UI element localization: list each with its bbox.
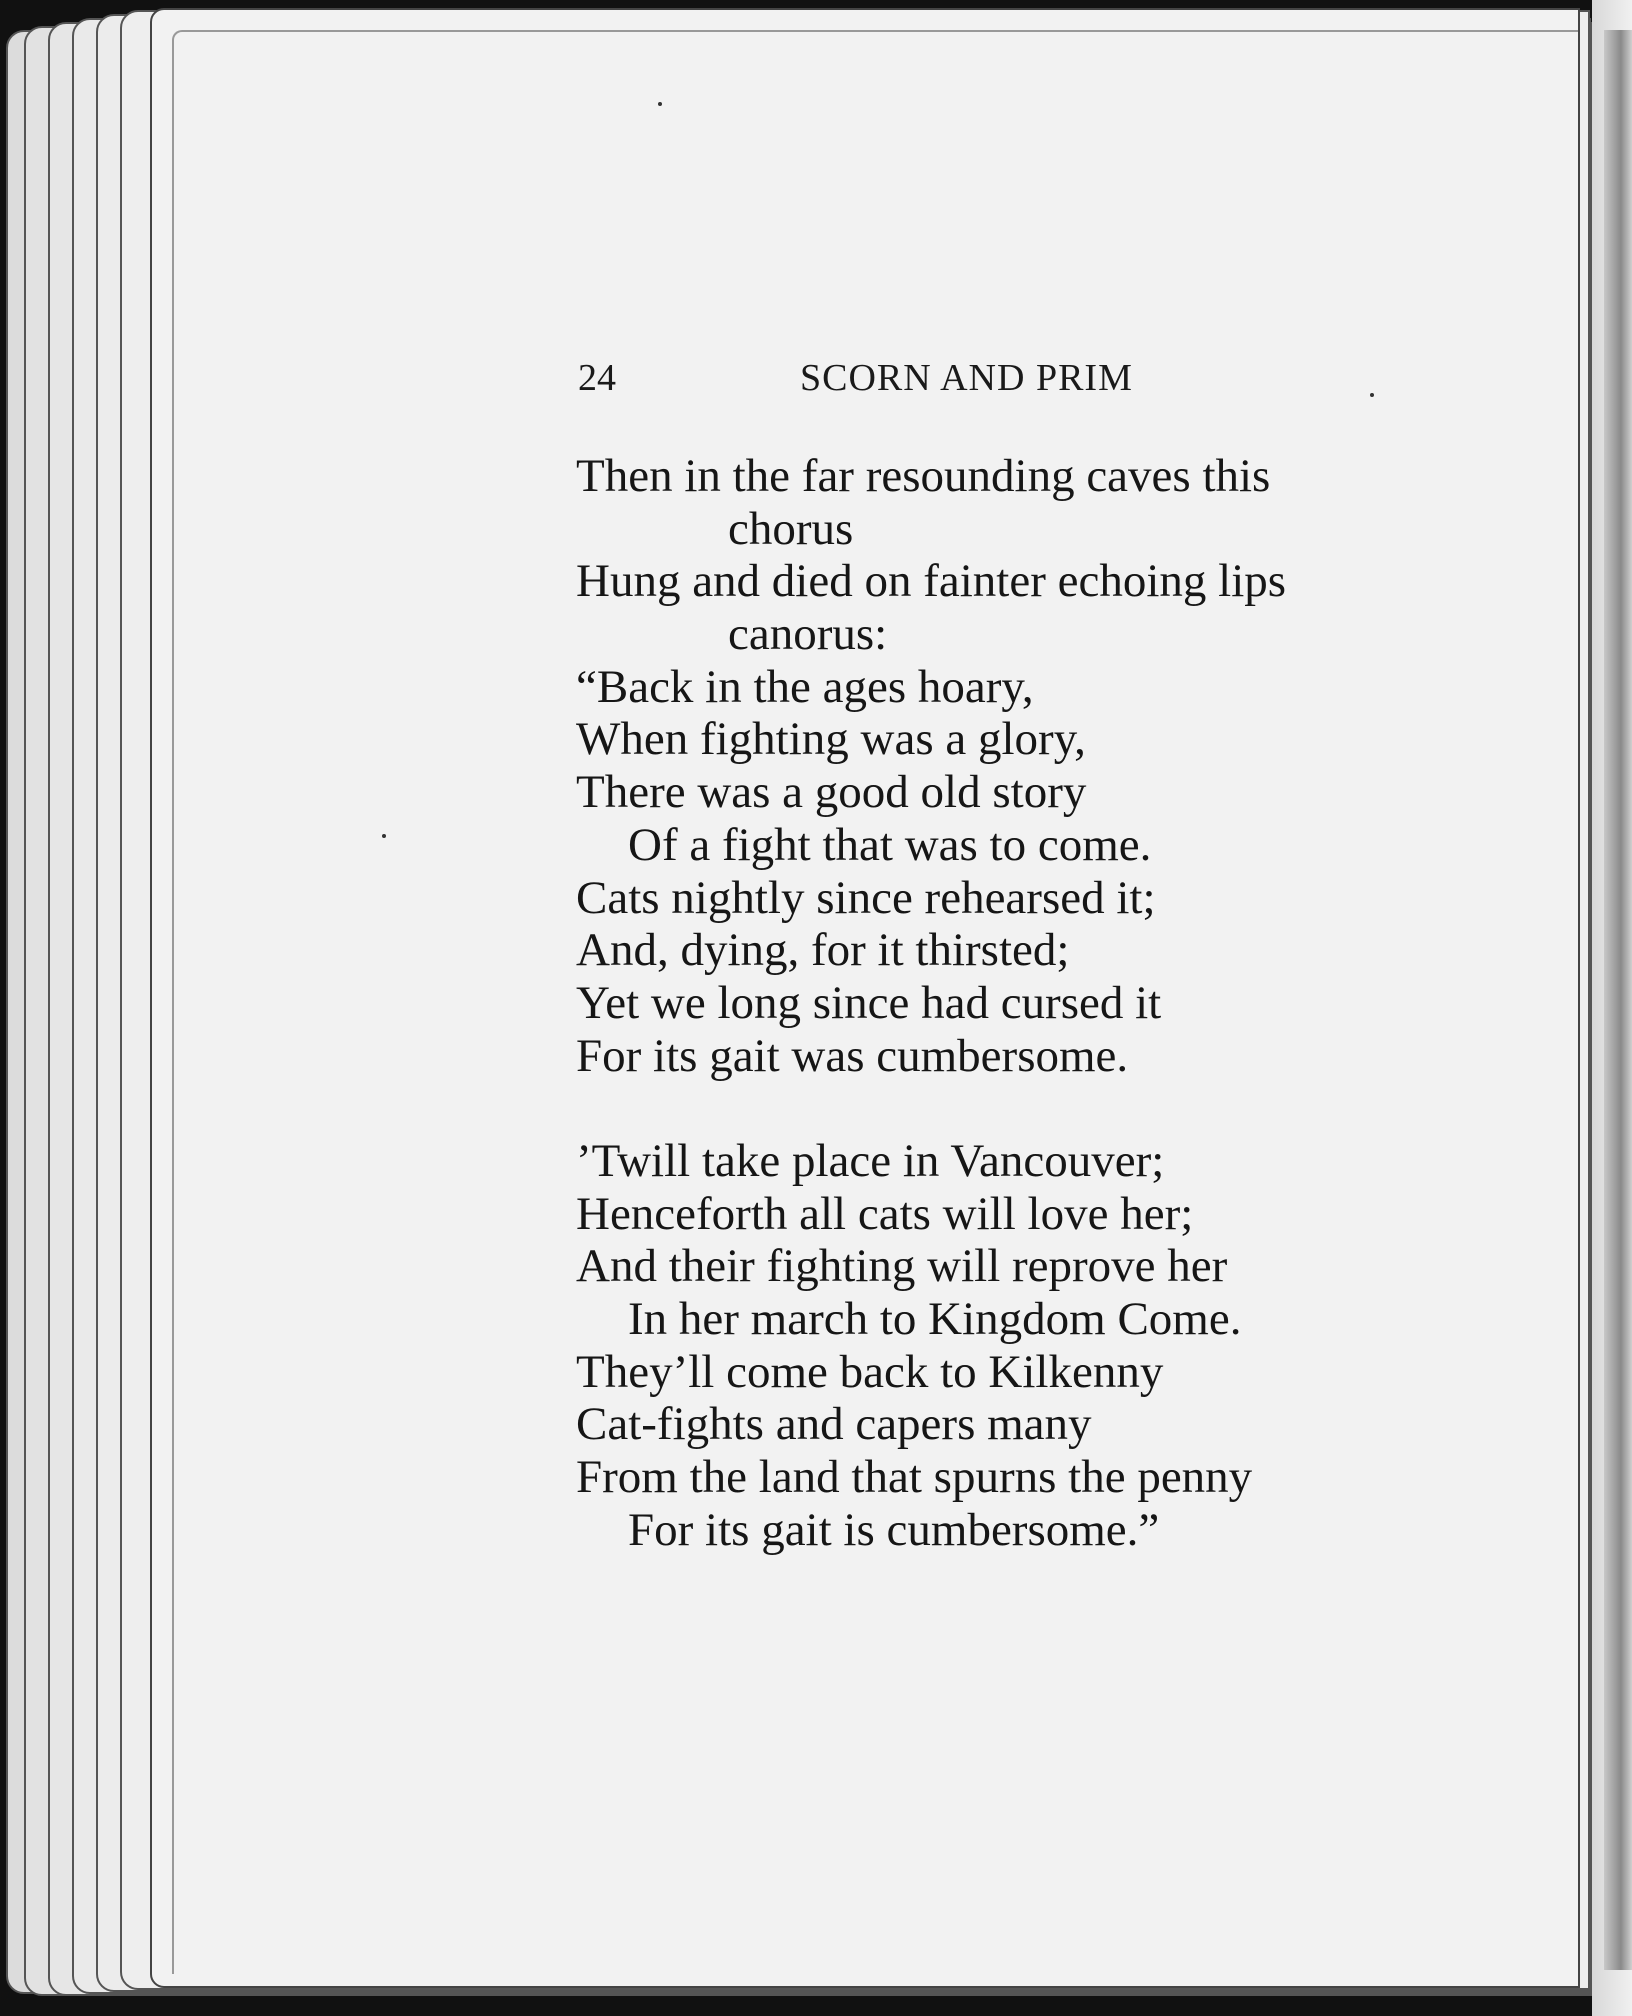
page-number: 24 <box>578 357 616 399</box>
running-head <box>578 356 1208 406</box>
poem-line: Cats nightly since rehearsed it; <box>576 871 1156 924</box>
poem-line: In her march to Kingdom Come. <box>628 1293 1242 1345</box>
poem <box>576 450 1476 1556</box>
poem-line: chorus <box>728 502 854 555</box>
poem-line: Henceforth all cats will love her; <box>576 1187 1194 1240</box>
poem-line: Yet we long since had cursed it <box>576 976 1162 1029</box>
poem-line: Cat-fights and capers many <box>576 1398 1092 1451</box>
print-speck <box>1370 393 1374 397</box>
poem-line: ’Twill take place in Vancouver; <box>576 1134 1165 1187</box>
poem-line: Of a fight that was to come. <box>628 818 1152 871</box>
poem-line: “Back in the ages hoary, <box>576 660 1034 713</box>
poem-line: For its gait is cumbersome.” <box>628 1503 1160 1556</box>
stanza <box>576 450 1476 1082</box>
print-speck <box>382 834 386 838</box>
poem-line: And, dying, for it thirsted; <box>576 924 1070 977</box>
print-speck <box>658 102 662 106</box>
poem-line: Then in the far resounding caves this <box>576 450 1271 502</box>
poem-line: When fighting was a glory, <box>576 713 1086 766</box>
stanza-gap <box>576 1082 1476 1135</box>
poem-line: For its gait was cumbersome. <box>576 1029 1129 1082</box>
page-title: SCORN AND PRIM <box>800 357 1133 399</box>
poem-line: canorus: <box>728 608 888 661</box>
stanza <box>576 1135 1476 1557</box>
poem-line: From the land that spurns the penny <box>576 1451 1253 1504</box>
poem-line: And their fighting will reprove her <box>576 1240 1228 1293</box>
poem-line: There was a good old story <box>576 766 1087 819</box>
page-gutter <box>1604 30 1632 1970</box>
poem-line: They’ll come back to Kilkenny <box>576 1345 1164 1398</box>
poem-line: Hung and died on fainter echoing lips <box>576 555 1287 608</box>
